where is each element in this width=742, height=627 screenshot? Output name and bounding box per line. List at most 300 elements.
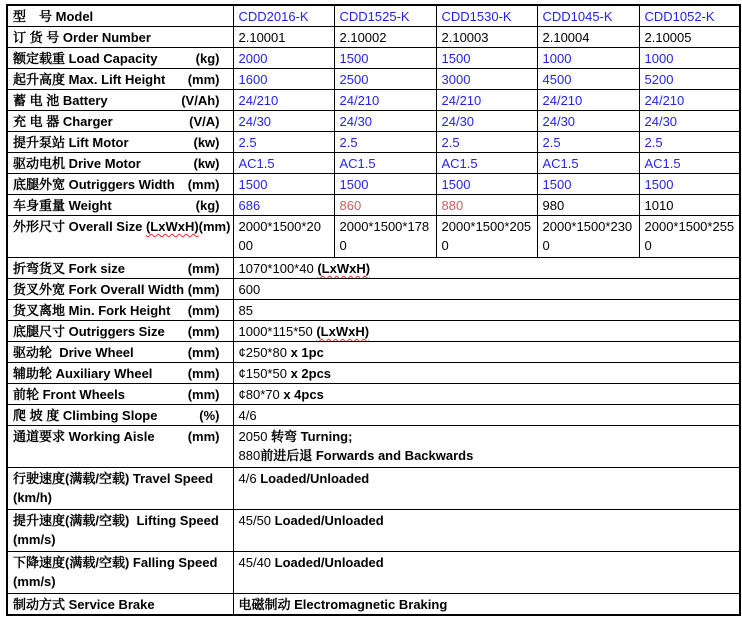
row-label-outriggers-width [7, 174, 233, 195]
value-cell-outriggers-width-col2 [334, 174, 436, 195]
text-segment: 型 号 Model [13, 9, 94, 24]
text-segment: 1500 [339, 51, 369, 66]
label-first-line [13, 595, 229, 614]
text-segment: 1500 [441, 51, 471, 66]
text-segment: 1000 [644, 51, 674, 66]
text-segment: 车身重量 Weight [13, 198, 112, 213]
text-line [645, 133, 736, 152]
text-segment: 860 [339, 198, 362, 213]
text-segment: AC1.5 [644, 156, 681, 171]
text-segment: 2000 [238, 51, 268, 66]
text-segment: 24/210 [644, 93, 685, 108]
text-line [340, 70, 432, 89]
text-line [340, 154, 432, 173]
text-segment: 0 [542, 238, 550, 253]
text-segment: 600 [238, 282, 261, 297]
text-segment: 880 [441, 198, 464, 213]
label-first-line [13, 259, 229, 278]
value-cell-fork-overall-width [233, 279, 740, 300]
value-cell-order-number-col3 [436, 27, 537, 48]
text-segment: 2.10001 [238, 30, 286, 45]
text-line [239, 511, 736, 530]
text-segment: AC1.5 [339, 156, 376, 171]
label-text [13, 91, 108, 110]
text-segment: 2.10005 [644, 30, 692, 45]
text-line [340, 236, 432, 255]
text-segment: Loaded/Unloaded [274, 513, 384, 528]
text-line [239, 553, 736, 572]
text-segment: 1500 [238, 177, 268, 192]
text-line [239, 446, 736, 465]
text-segment: 2.5 [238, 135, 257, 150]
text-segment: 24/30 [238, 114, 272, 129]
text-line [543, 175, 635, 194]
value-cell-load-capacity-col2 [334, 48, 436, 69]
value-cell-outriggers-size [233, 321, 740, 342]
text-segment: 2000*1500*205 [441, 219, 532, 234]
text-line [543, 196, 635, 215]
row-travel-speed [7, 468, 740, 510]
value-cell-order-number-col5 [639, 27, 740, 48]
value-cell-charger-col5 [639, 111, 740, 132]
label-first-line [13, 112, 229, 131]
text-segment: (mm/s) [13, 574, 56, 589]
row-lift-motor [7, 132, 740, 153]
text-segment: (mm/s) [13, 532, 56, 547]
text-line [239, 217, 330, 236]
row-battery [7, 90, 740, 111]
text-segment: 爬 坡 度 Climbing Slope [13, 408, 158, 423]
text-line [239, 322, 736, 341]
label-first-line [13, 154, 229, 173]
text-segment: AC1.5 [542, 156, 579, 171]
text-segment: 充 电 器 Charger [13, 114, 113, 129]
row-model [7, 5, 740, 27]
row-label-battery [7, 90, 233, 111]
label-text [13, 301, 170, 320]
text-line [239, 301, 736, 320]
label-first-line [13, 322, 229, 341]
text-segment: CDD1052-K [644, 9, 715, 24]
value-cell-battery-col5 [639, 90, 740, 111]
text-segment: 24/30 [542, 114, 576, 129]
row-auxiliary-wheel [7, 363, 740, 384]
value-cell-load-capacity-col3 [436, 48, 537, 69]
unit-label: (mm) [198, 219, 231, 234]
text-line [340, 175, 432, 194]
unit-label: (mm) [187, 303, 220, 318]
value-cell-drive-motor-col3 [436, 153, 537, 174]
text-line [239, 343, 736, 362]
text-line [645, 112, 736, 131]
unit-label: (mm) [187, 177, 220, 192]
text-segment: CDD1045-K [542, 9, 613, 24]
text-line [239, 133, 330, 152]
spec-table-body [7, 5, 740, 615]
text-line [239, 364, 736, 383]
text-segment: 电磁制动 Electromagnetic Braking [238, 597, 448, 612]
value-cell-model-col1 [233, 5, 334, 27]
text-segment: (LxWxH) [316, 324, 370, 339]
text-line [543, 154, 635, 173]
text-segment: 1500 [339, 177, 369, 192]
value-cell-overall-size-col5 [639, 216, 740, 258]
text-segment: 驱动轮 Drive Wheel [13, 345, 134, 360]
label-text [13, 280, 184, 299]
text-segment: (km/h) [13, 490, 52, 505]
text-segment: Loaded/Unloaded [260, 471, 370, 486]
text-segment: 驱动电机 Drive Motor [13, 156, 141, 171]
label-first-line [13, 343, 229, 362]
text-line [239, 49, 330, 68]
value-cell-order-number-col2 [334, 27, 436, 48]
text-segment: 行驶速度(满载/空载) Travel Speed [13, 471, 214, 486]
value-cell-order-number-col4 [537, 27, 639, 48]
label-text [13, 259, 125, 278]
text-line [442, 112, 533, 131]
text-line [645, 196, 736, 215]
value-cell-overall-size-col1 [233, 216, 334, 258]
text-line [13, 488, 229, 507]
row-outriggers-size [7, 321, 740, 342]
unit-label: (mm) [187, 366, 220, 381]
text-line [543, 91, 635, 110]
label-text [13, 553, 217, 572]
row-label-auxiliary-wheel [7, 363, 233, 384]
value-cell-drive-motor-col4 [537, 153, 639, 174]
value-cell-battery-col1 [233, 90, 334, 111]
text-segment: Loaded/Unloaded [274, 555, 384, 570]
row-falling-speed [7, 552, 740, 594]
text-segment: 2050 [238, 429, 272, 444]
text-line [442, 196, 533, 215]
text-segment: 686 [238, 198, 261, 213]
text-segment: 转弯 [271, 429, 301, 444]
unit-label: (V/A) [189, 114, 220, 129]
value-cell-load-capacity-col5 [639, 48, 740, 69]
text-segment: 24/30 [441, 114, 475, 129]
text-segment: 下降速度(满载/空载) Falling Speed [13, 555, 218, 570]
label-first-line [13, 364, 229, 383]
text-segment: 4/6 [238, 471, 261, 486]
label-first-line [13, 91, 229, 110]
text-line [239, 70, 330, 89]
text-line [239, 175, 330, 194]
text-segment: 1000 [542, 51, 572, 66]
text-line [239, 112, 330, 131]
text-line [645, 70, 736, 89]
text-segment: 3000 [441, 72, 471, 87]
text-line [645, 91, 736, 110]
value-cell-outriggers-width-col1 [233, 174, 334, 195]
text-line [239, 469, 736, 488]
text-line [543, 49, 635, 68]
unit-label: (kw) [193, 156, 220, 171]
label-text [13, 427, 155, 446]
text-segment: 2.5 [542, 135, 561, 150]
row-label-overall-size [7, 216, 233, 258]
text-line [543, 112, 635, 131]
unit-label: (mm) [187, 387, 220, 402]
unit-label: (V/Ah) [181, 93, 220, 108]
text-segment: 2.5 [339, 135, 358, 150]
label-first-line [13, 217, 229, 236]
label-first-line [13, 70, 229, 89]
row-label-working-aisle [7, 426, 233, 468]
value-cell-model-col5 [639, 5, 740, 27]
text-segment: 底腿尺寸 Outriggers Size [13, 324, 165, 339]
value-cell-fork-size [233, 258, 740, 279]
row-label-service-brake [7, 594, 233, 616]
label-first-line [13, 7, 229, 26]
text-line [645, 154, 736, 173]
value-cell-front-wheels [233, 384, 740, 405]
text-segment: 24/210 [339, 93, 380, 108]
value-cell-load-capacity-col4 [537, 48, 639, 69]
row-lifting-speed [7, 510, 740, 552]
row-order-number [7, 27, 740, 48]
text-line [239, 385, 736, 404]
value-cell-drive-motor-col1 [233, 153, 334, 174]
spec-table [6, 4, 741, 616]
text-line [239, 280, 736, 299]
value-cell-outriggers-width-col4 [537, 174, 639, 195]
text-segment: (LxWxH) [317, 261, 371, 276]
row-fork-size [7, 258, 740, 279]
row-label-model [7, 5, 233, 27]
value-cell-auxiliary-wheel [233, 363, 740, 384]
text-segment: 2.5 [644, 135, 663, 150]
label-first-line [13, 406, 229, 425]
row-label-climbing-slope [7, 405, 233, 426]
value-cell-working-aisle [233, 426, 740, 468]
label-text [13, 343, 134, 362]
row-charger [7, 111, 740, 132]
text-segment: 24/210 [441, 93, 482, 108]
value-cell-charger-col3 [436, 111, 537, 132]
text-line [645, 28, 736, 47]
value-cell-overall-size-col2 [334, 216, 436, 258]
unit-label: (kw) [193, 135, 220, 150]
text-segment: 前轮 Front Wheels [13, 387, 125, 402]
text-segment: (LxWxH) [145, 219, 199, 234]
text-line [442, 28, 533, 47]
label-text [13, 49, 157, 68]
label-first-line [13, 49, 229, 68]
text-segment: 00 [238, 238, 253, 253]
text-segment: ¢80*70 [238, 387, 284, 402]
text-segment: 提升速度(满载/空载) Lifting Speed [13, 513, 219, 528]
label-text [13, 469, 213, 488]
unit-label: (mm) [187, 72, 220, 87]
row-drive-motor [7, 153, 740, 174]
text-segment: x 1pc [290, 345, 324, 360]
text-segment: 提升泵站 Lift Motor [13, 135, 129, 150]
text-segment: 2.10003 [441, 30, 489, 45]
row-min-fork-height [7, 300, 740, 321]
row-fork-overall-width [7, 279, 740, 300]
label-first-line [13, 385, 229, 404]
text-line [645, 175, 736, 194]
text-segment: 1500 [441, 177, 471, 192]
text-line [239, 154, 330, 173]
row-max-lift-height [7, 69, 740, 90]
text-line [239, 595, 736, 614]
row-service-brake [7, 594, 740, 616]
row-outriggers-width [7, 174, 740, 195]
value-cell-weight-col5 [639, 195, 740, 216]
row-label-max-lift-height [7, 69, 233, 90]
row-overall-size [7, 216, 740, 258]
unit-label: (kg) [195, 198, 220, 213]
text-segment: 85 [238, 303, 253, 318]
text-segment: 24/30 [644, 114, 678, 129]
row-label-front-wheels [7, 384, 233, 405]
text-line [543, 236, 635, 255]
text-segment: 4500 [542, 72, 572, 87]
text-segment: 880 [238, 448, 261, 463]
value-cell-overall-size-col4 [537, 216, 639, 258]
text-segment: 底腿外宽 Outriggers Width [13, 177, 175, 192]
value-cell-drive-motor-col5 [639, 153, 740, 174]
value-cell-climbing-slope [233, 405, 740, 426]
text-segment: 45/50 [238, 513, 275, 528]
label-text [13, 7, 93, 26]
label-text [13, 385, 125, 404]
value-cell-lift-motor-col5 [639, 132, 740, 153]
value-cell-lift-motor-col4 [537, 132, 639, 153]
text-segment: 24/30 [339, 114, 373, 129]
row-label-order-number [7, 27, 233, 48]
text-line [543, 217, 635, 236]
row-label-fork-overall-width [7, 279, 233, 300]
text-line [239, 91, 330, 110]
text-line [543, 133, 635, 152]
text-line [340, 91, 432, 110]
label-text [13, 175, 175, 194]
row-weight [7, 195, 740, 216]
text-segment: 1600 [238, 72, 268, 87]
row-label-weight [7, 195, 233, 216]
text-segment: 1070*100*40 [238, 261, 318, 276]
row-label-load-capacity [7, 48, 233, 69]
text-line [340, 112, 432, 131]
unit-label: (mm) [187, 324, 220, 339]
text-line [13, 572, 229, 591]
text-segment: CDD1525-K [339, 9, 410, 24]
value-cell-outriggers-width-col3 [436, 174, 537, 195]
value-cell-service-brake [233, 594, 740, 616]
label-text [13, 322, 165, 341]
value-cell-load-capacity-col1 [233, 48, 334, 69]
text-segment: 1500 [542, 177, 572, 192]
text-line [340, 196, 432, 215]
label-text [13, 595, 155, 614]
text-line [340, 49, 432, 68]
text-line [340, 7, 432, 26]
text-segment: Forwards and Backwards [315, 448, 474, 463]
row-label-drive-motor [7, 153, 233, 174]
label-text [13, 511, 219, 530]
row-load-capacity [7, 48, 740, 69]
text-line [239, 259, 736, 278]
label-text [13, 112, 113, 131]
text-segment: 2000*1500*178 [339, 219, 430, 234]
text-line [239, 236, 330, 255]
text-segment: 2000*1500*230 [542, 219, 633, 234]
value-cell-weight-col1 [233, 195, 334, 216]
label-first-line [13, 469, 229, 488]
text-segment: 24/210 [542, 93, 583, 108]
text-segment: CDD2016-K [238, 9, 309, 24]
label-first-line [13, 511, 229, 530]
text-line [645, 217, 736, 236]
label-first-line [13, 427, 229, 446]
text-line [645, 236, 736, 255]
text-segment: 外形尺寸 Overall Size [13, 219, 146, 234]
value-cell-max-lift-height-col4 [537, 69, 639, 90]
value-cell-lift-motor-col2 [334, 132, 436, 153]
value-cell-weight-col2 [334, 195, 436, 216]
text-segment: ¢250*80 [238, 345, 291, 360]
text-segment: 2.10004 [542, 30, 590, 45]
row-label-travel-speed [7, 468, 233, 510]
text-segment: 辅助轮 Auxiliary Wheel [13, 366, 153, 381]
row-working-aisle [7, 426, 740, 468]
text-segment: 2000*1500*20 [238, 219, 321, 234]
label-first-line [13, 175, 229, 194]
label-text [13, 28, 151, 47]
label-text [13, 70, 165, 89]
label-first-line [13, 133, 229, 152]
text-segment: 1010 [644, 198, 674, 213]
text-line [340, 28, 432, 47]
text-segment: 4/6 [238, 408, 257, 423]
text-segment: 980 [542, 198, 565, 213]
row-label-min-fork-height [7, 300, 233, 321]
value-cell-charger-col1 [233, 111, 334, 132]
text-line [442, 70, 533, 89]
row-drive-wheel [7, 342, 740, 363]
text-segment: AC1.5 [441, 156, 478, 171]
value-cell-min-fork-height [233, 300, 740, 321]
label-text [13, 406, 157, 425]
row-label-drive-wheel [7, 342, 233, 363]
value-cell-battery-col3 [436, 90, 537, 111]
text-segment: 0 [644, 238, 652, 253]
text-segment: 额定载重 Load Capacity [13, 51, 158, 66]
text-line [442, 175, 533, 194]
value-cell-max-lift-height-col5 [639, 69, 740, 90]
text-segment: 2.10002 [339, 30, 387, 45]
text-line [442, 7, 533, 26]
text-line [442, 49, 533, 68]
row-label-falling-speed [7, 552, 233, 594]
label-text [13, 133, 129, 152]
value-cell-travel-speed [233, 468, 740, 510]
value-cell-battery-col4 [537, 90, 639, 111]
row-label-lift-motor [7, 132, 233, 153]
text-line [239, 427, 736, 446]
label-first-line [13, 28, 229, 47]
value-cell-charger-col2 [334, 111, 436, 132]
value-cell-lift-motor-col1 [233, 132, 334, 153]
label-first-line [13, 196, 229, 215]
text-segment: 货叉离地 Min. Fork Height [13, 303, 171, 318]
row-climbing-slope [7, 405, 740, 426]
text-segment: 45/40 [238, 555, 275, 570]
value-cell-lift-motor-col3 [436, 132, 537, 153]
